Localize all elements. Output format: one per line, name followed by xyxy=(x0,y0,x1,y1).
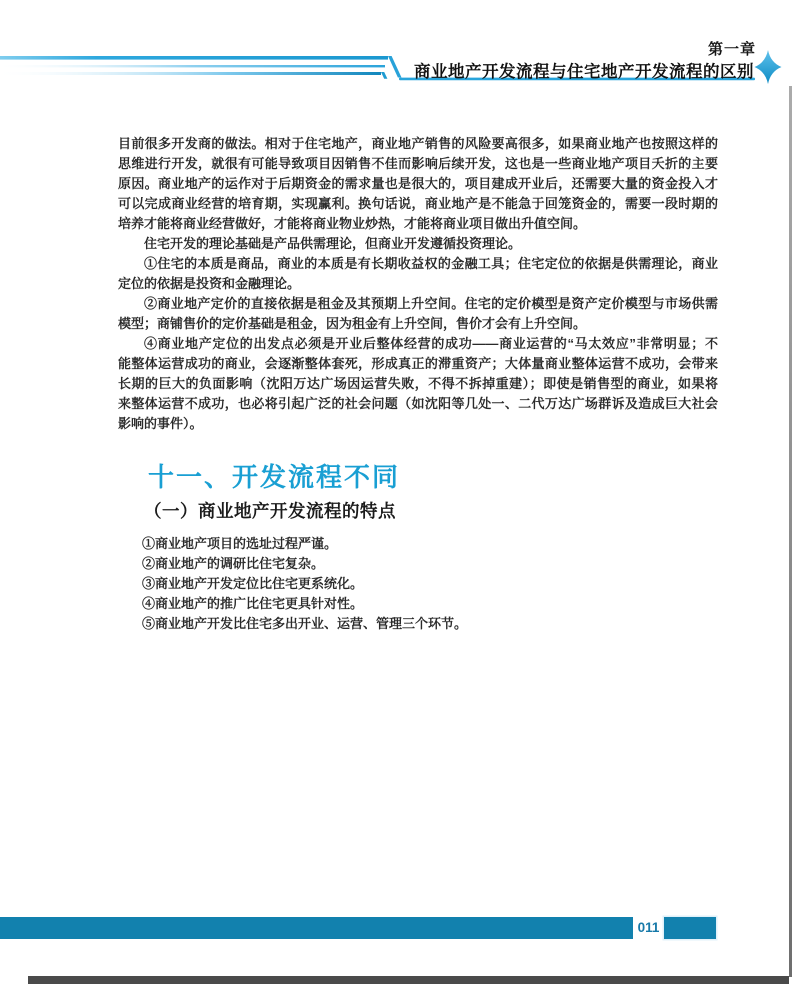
body-text-line: 可以完成商业经营的培育期，实现赢利。换句话说，商业地产是不能急于回笼资金的，需要一段时期的 xyxy=(118,196,718,211)
body-text-line: ④商业地产定位的出发点必须是开业后整体经营的成功——商业运营的“马太效应”非常明显；不 xyxy=(144,336,718,351)
chapter-title: 商业地产开发流程与住宅地产开发流程的区别 xyxy=(414,63,754,81)
body-text-line: 来整体运营不成功，也必将引起广泛的社会问题（如沈阳等几处一、二代万达广场群诉及造成巨大社会 xyxy=(118,396,718,411)
body-text-line: 住宅开发的理论基础是产品供需理论，但商业开发遵循投资理论。 xyxy=(144,236,522,251)
sparkle-star-icon xyxy=(755,50,782,84)
body-text-line: 能整体运营成功的商业，会逐渐整体套死，形成真正的滞重资产；大体量商业整体运营不成功，会带来 xyxy=(118,356,718,371)
body-text-line: 影响的事件）。 xyxy=(118,416,203,431)
body-text-line: 目前很多开发商的做法。相对于住宅地产，商业地产销售的风险要高很多，如果商业地产也按照这样的 xyxy=(118,136,718,151)
body-text-line: 长期的巨大的负面影响（沈阳万达广场因运营失败，不得不拆掉重建）；即使是销售型的商业，如果将 xyxy=(118,376,718,391)
section-heading: 十一、开发流程不同 xyxy=(148,462,401,492)
list-item: ④商业地产的推广比住宅更具针对性。 xyxy=(142,596,364,611)
header-decoration xyxy=(0,0,800,100)
body-text-line: 定位的依据是投资和金融理论。 xyxy=(118,276,301,291)
footer-bar-long xyxy=(0,917,633,939)
list-item: ③商业地产开发定位比住宅更系统化。 xyxy=(142,576,364,591)
chapter-label: 第一章 xyxy=(707,41,756,58)
list-item: ②商业地产的调研比住宅复杂。 xyxy=(142,556,325,571)
list-item: ⑤商业地产开发比住宅多出开业、运营、管理三个环节。 xyxy=(142,616,468,631)
page-edge-bottom xyxy=(28,976,789,984)
body-text-line: 思维进行开发，就很有可能导致项目因销售不佳而影响后续开发，这也是一些商业地产项目夭折的主要 xyxy=(118,156,718,171)
page-number: 011 xyxy=(637,920,660,935)
page-edge-right xyxy=(789,86,792,977)
body-text-line: 原因。商业地产的运作对于后期资金的需求量也是很大的，项目建成开业后，还需要大量的资金投入才 xyxy=(118,176,718,191)
body-text-line: ①住宅的本质是商品，商业的本质是有长期收益权的金融工具；住宅定位的依据是供需理论，商业 xyxy=(144,256,718,271)
body-text-line: 模型；商铺售价的定价基础是租金，因为租金有上升空间，售价才会有上升空间。 xyxy=(118,316,587,331)
body-text-line: ②商业地产定价的直接依据是租金及其预期上升空间。住宅的定价模型是资产定价模型与市场供需 xyxy=(144,296,718,311)
list-item: ①商业地产项目的选址过程严谨。 xyxy=(142,536,338,551)
footer-bar-short xyxy=(664,917,716,939)
body-text-line: 培养才能将商业经营做好，才能将商业物业炒热，才能将商业项目做出升值空间。 xyxy=(118,216,587,231)
section-subheading: （一）商业地产开发流程的特点 xyxy=(144,501,396,521)
